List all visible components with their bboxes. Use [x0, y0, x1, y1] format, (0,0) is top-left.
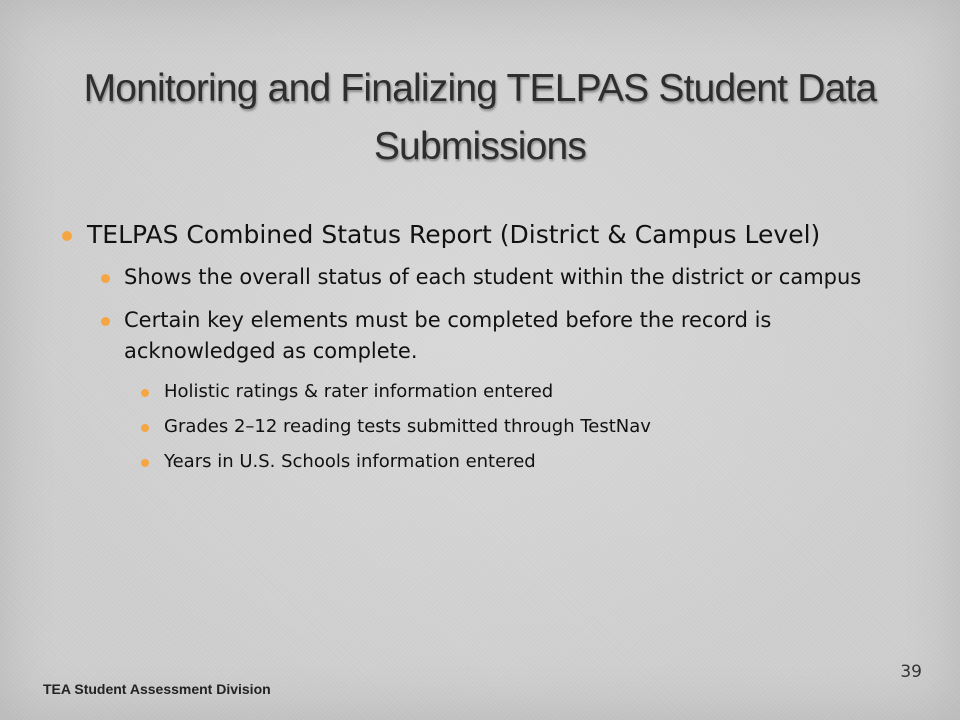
- bullet-text: Grades 2–12 reading tests submitted through TestNav: [164, 416, 651, 437]
- bullet-text: TELPAS Combined Status Report (District & Campus Level): [87, 220, 821, 249]
- bullet-list: [60, 216, 900, 475]
- bullet-level1: [60, 216, 900, 254]
- slide-content: [60, 216, 900, 484]
- bullet-dot-icon: [101, 317, 110, 326]
- bullet-dot-icon: [101, 274, 110, 283]
- bullet-dot-icon: [62, 231, 72, 241]
- bullet-text: Certain key elements must be completed before the record is acknowledged as complete.: [124, 308, 772, 363]
- bullet-text: Shows the overall status of each student within the district or campus: [124, 265, 862, 289]
- bullet-level3: [60, 414, 900, 440]
- bullet-dot-icon: [141, 459, 149, 467]
- bullet-level2: [60, 305, 900, 367]
- bullet-text: Years in U.S. Schools information entered: [164, 451, 536, 472]
- bullet-text: Holistic ratings & rater information entered: [164, 381, 554, 402]
- slide-title: Monitoring and Finalizing TELPAS Student Data Submissions: [83, 67, 877, 168]
- footer-organization: TEA Student Assessment Division: [43, 681, 271, 697]
- bullet-level3: [60, 379, 900, 405]
- bullet-level3: [60, 449, 900, 475]
- page-number: 39: [900, 662, 922, 682]
- bullet-level2: [60, 262, 900, 293]
- bullet-dot-icon: [141, 424, 149, 432]
- bullet-dot-icon: [141, 389, 149, 397]
